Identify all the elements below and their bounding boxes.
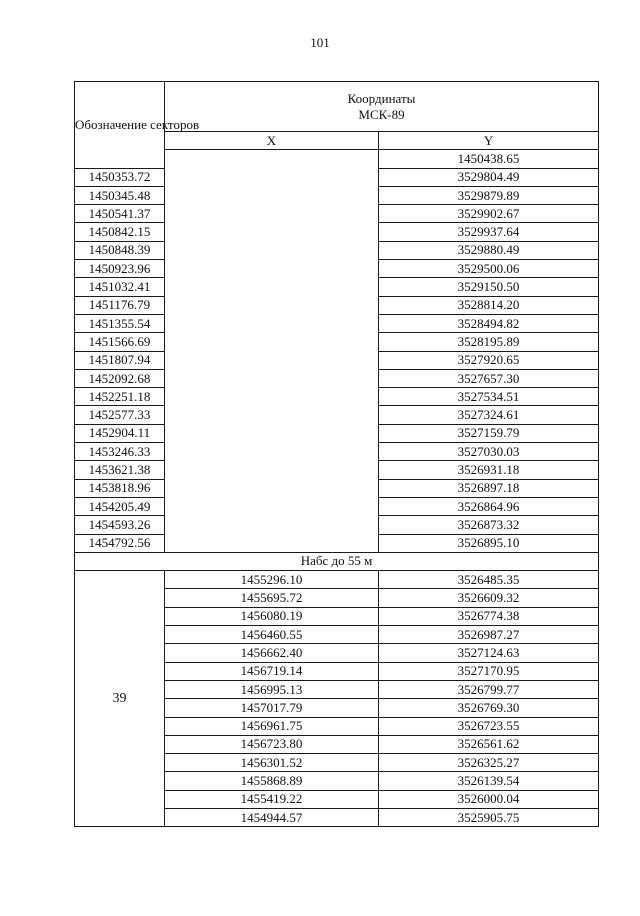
coordinate-x-cell: 1451566.69 [75,333,165,351]
coordinates-table [74,81,599,827]
column-header-x: X [165,132,379,150]
coordinate-x-cell: 1451807.94 [75,351,165,369]
coordinate-y-cell: 3526864.96 [379,497,599,515]
coordinate-y-cell: 3529804.49 [379,168,599,186]
coordinate-y-cell: 3526799.77 [379,680,599,698]
coordinate-x-cell: 1452092.68 [75,369,165,387]
coordinate-x-cell: 1455695.72 [165,589,379,607]
coordinate-x-cell: 1450842.15 [75,223,165,241]
coordinate-x-cell: 1451355.54 [75,314,165,332]
coordinate-y-cell: 3525905.75 [379,808,599,826]
coordinate-x-cell: 1454944.57 [165,808,379,826]
coordinate-y-cell: 3527170.95 [379,662,599,680]
coordinate-x-cell: 1451032.41 [75,278,165,296]
coordinate-x-cell: 1456719.14 [165,662,379,680]
coordinate-y-cell: 3526931.18 [379,461,599,479]
coordinate-y-cell: 3526873.32 [379,516,599,534]
coordinate-x-cell: 1450438.65 [379,150,599,168]
coordinate-x-cell: 1452904.11 [75,424,165,442]
coordinate-y-cell: 3526139.54 [379,772,599,790]
coordinate-y-cell: 3527534.51 [379,388,599,406]
coordinate-x-cell: 1456301.52 [165,754,379,772]
table-row [75,571,599,589]
coordinate-x-cell: 1454792.56 [75,534,165,552]
coordinate-x-cell: 1450345.48 [75,186,165,204]
coordinates-header [165,82,599,132]
coordinate-x-cell: 1454205.49 [75,497,165,515]
coordinate-x-cell: 1453621.38 [75,461,165,479]
header-row [75,82,599,132]
coordinate-y-cell: 3527657.30 [379,369,599,387]
coordinate-x-cell: 1457017.79 [165,699,379,717]
coordinate-y-cell: 3528494.82 [379,314,599,332]
coordinate-x-cell: 1451176.79 [75,296,165,314]
sector-label: 39 [75,571,165,827]
coordinate-y-cell: 3526485.35 [379,571,599,589]
coordinate-x-cell: 1450848.39 [75,241,165,259]
coordinate-x-cell: 1455868.89 [165,772,379,790]
coordinate-y-cell: 3526769.30 [379,699,599,717]
coordinate-y-cell: 3527324.61 [379,406,599,424]
page-number: 101 [310,35,330,50]
coordinate-y-cell: 3528195.89 [379,333,599,351]
coordinate-y-cell: 3529150.50 [379,278,599,296]
coordinate-x-cell: 1453818.96 [75,479,165,497]
coordinate-y-cell: 3526325.27 [379,754,599,772]
coordinate-y-cell: 3529937.64 [379,223,599,241]
coordinate-x-cell: 1456460.55 [165,626,379,644]
coordinate-y-cell: 3527920.65 [379,351,599,369]
sector-cell-empty [165,150,379,553]
coordinates-label: Координаты [347,90,416,106]
coordinate-y-cell: 3528814.20 [379,296,599,314]
column-header-y: Y [379,132,599,150]
coordinate-x-cell: 1456961.75 [165,717,379,735]
coordinate-y-cell: 3526774.38 [379,607,599,625]
coordinate-y-cell: 3529500.06 [379,260,599,278]
coordinates-table-body [75,82,599,827]
coordinate-y-cell: 3526723.55 [379,717,599,735]
coordinate-y-cell: 3526609.32 [379,589,599,607]
coordinate-y-cell: 3527124.63 [379,644,599,662]
coordinate-y-cell: 3529902.67 [379,205,599,223]
coordinate-x-cell: 1455419.22 [165,790,379,808]
coordinate-y-cell: 3527159.79 [379,424,599,442]
coordinate-y-cell: 3529880.49 [379,241,599,259]
section-row [75,552,599,570]
coordinate-y-cell: 3526000.04 [379,790,599,808]
coordinate-y-cell: 3526897.18 [379,479,599,497]
sector-header: Обозначение секторов [75,82,165,169]
coordinate-y-cell: 3526987.27 [379,626,599,644]
coordinate-y-cell: 3529879.89 [379,186,599,204]
coordinate-x-cell: 1452251.18 [75,388,165,406]
coordinate-x-cell: 1455296.10 [165,571,379,589]
coordinate-x-cell: 1450353.72 [75,168,165,186]
coordinate-x-cell: 1456995.13 [165,680,379,698]
coordinate-x-cell: 1456080.19 [165,607,379,625]
coordinate-y-cell: 3527030.03 [379,443,599,461]
coordinate-x-cell: 1452577.33 [75,406,165,424]
coordinate-y-cell: 3526895.10 [379,534,599,552]
coordinate-x-cell: 1450541.37 [75,205,165,223]
section-title: Набс до 55 м [75,552,599,570]
coordinate-x-cell: 1450923.96 [75,260,165,278]
coordinate-system-label: МСК-89 [358,106,405,122]
coordinate-x-cell: 1456662.40 [165,644,379,662]
coordinate-y-cell: 3526561.62 [379,735,599,753]
coordinate-x-cell: 1454593.26 [75,516,165,534]
coordinate-x-cell: 1456723.80 [165,735,379,753]
coordinate-x-cell: 1453246.33 [75,443,165,461]
